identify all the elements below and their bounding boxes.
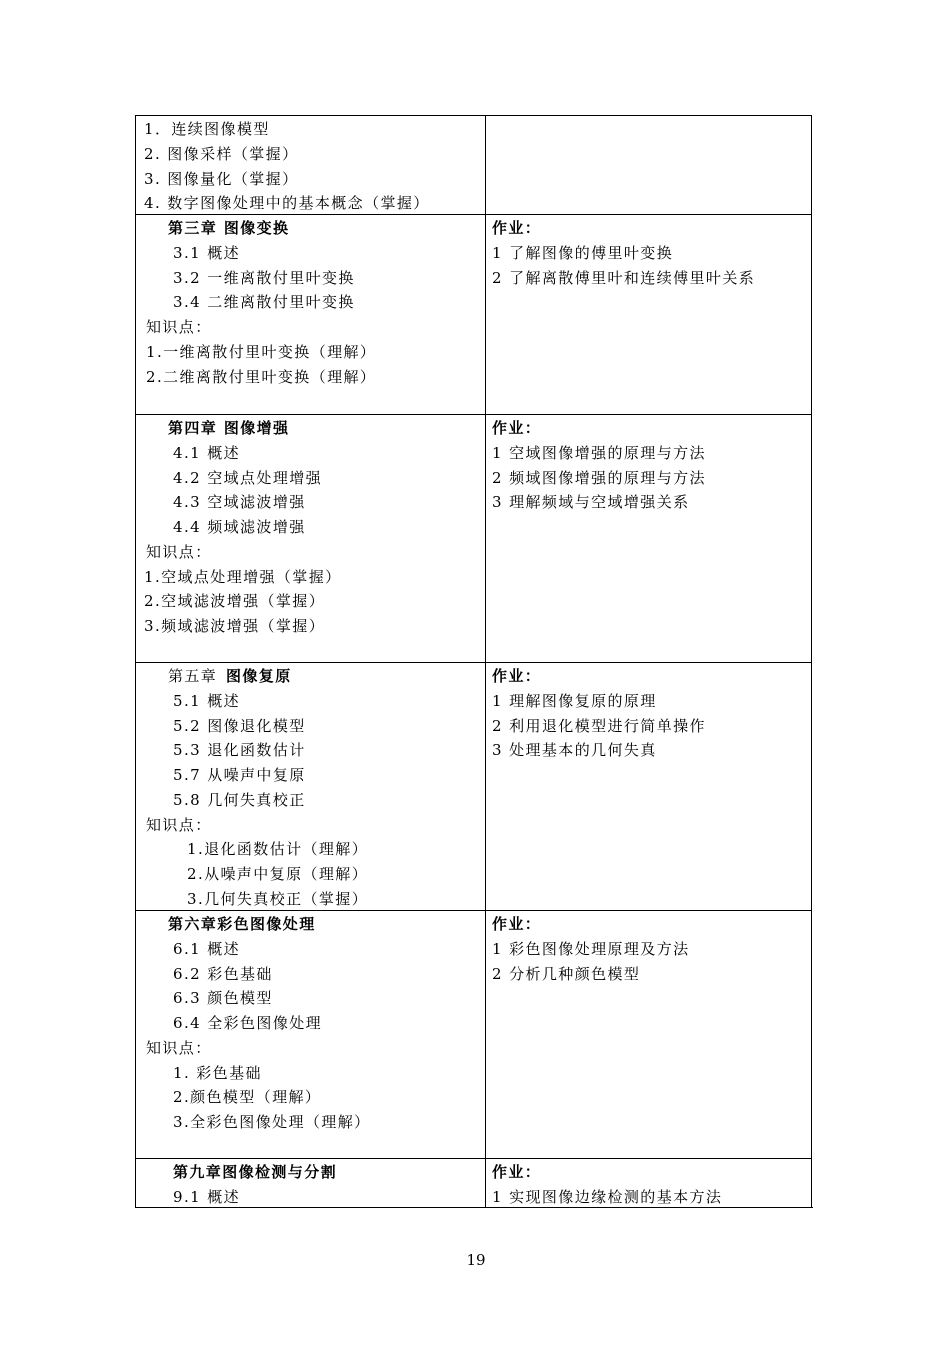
section-item: 5.7 从噪声中复原 xyxy=(173,766,306,784)
section-item: 4.3 空域滤波增强 xyxy=(173,493,306,511)
content-cell xyxy=(135,1159,486,1208)
chapter-number: 第五章 xyxy=(168,667,218,685)
section-item: 6.3 颜色模型 xyxy=(173,989,273,1007)
homework-cell xyxy=(484,415,812,663)
chapter-title: 第四章 图像增强 xyxy=(168,419,290,437)
section-item: 6.2 彩色基础 xyxy=(173,965,273,983)
homework-label: 作业： xyxy=(492,667,542,685)
chapter-title: 第三章 图像变换 xyxy=(168,219,290,237)
knowledge-item: 1.一维离散付里叶变换（理解） xyxy=(146,343,377,361)
table-row xyxy=(135,1158,812,1208)
homework-item: 1 彩色图像处理原理及方法 xyxy=(492,940,690,958)
knowledge-item: 3.频域滤波增强（掌握） xyxy=(144,617,326,635)
knowledge-item: 3.几何失真校正（掌握） xyxy=(187,890,369,908)
homework-item: 1 实现图像边缘检测的基本方法 xyxy=(492,1188,723,1206)
knowledge-label: 知识点： xyxy=(146,318,212,336)
section-item: 3.2 一维离散付里叶变换 xyxy=(173,269,355,287)
table-row xyxy=(135,214,812,415)
table-row xyxy=(135,662,812,911)
homework-item: 3 处理基本的几何失真 xyxy=(492,741,657,759)
homework-item: 2 分析几种颜色模型 xyxy=(492,965,641,983)
knowledge-item: 2.从噪声中复原（理解） xyxy=(187,865,369,883)
content-cell xyxy=(135,911,486,1159)
list-item: 1．连续图像模型 xyxy=(144,120,270,138)
homework-item: 1 了解图像的傅里叶变换 xyxy=(492,244,674,262)
table-row xyxy=(135,115,812,215)
list-item: 4. 数字图像处理中的基本概念（掌握） xyxy=(144,194,430,212)
section-item: 9.1 概述 xyxy=(173,1188,241,1206)
list-item: 2. 图像采样（掌握） xyxy=(144,145,299,163)
knowledge-item: 2.二维离散付里叶变换（理解） xyxy=(146,368,377,386)
homework-item: 2 频域图像增强的原理与方法 xyxy=(492,469,706,487)
homework-label: 作业： xyxy=(492,1163,542,1181)
section-item: 4.1 概述 xyxy=(173,444,241,462)
list-item: 3. 图像量化（掌握） xyxy=(144,170,299,188)
knowledge-item: 1.退化函数估计（理解） xyxy=(187,840,369,858)
knowledge-item: 2.颜色模型（理解） xyxy=(173,1088,322,1106)
table-row xyxy=(135,910,812,1159)
homework-label: 作业： xyxy=(492,915,542,933)
content-cell xyxy=(135,415,486,663)
content-cell xyxy=(135,663,486,911)
knowledge-item: 1. 彩色基础 xyxy=(173,1064,262,1082)
chapter-title: 第六章彩色图像处理 xyxy=(168,915,316,933)
homework-label: 作业： xyxy=(492,219,542,237)
section-item: 6.1 概述 xyxy=(173,940,241,958)
homework-item: 3 理解频域与空域增强关系 xyxy=(492,493,690,511)
chapter-title: 第九章图像检测与分割 xyxy=(173,1163,338,1181)
section-item: 5.2 图像退化模型 xyxy=(173,717,306,735)
homework-cell xyxy=(484,116,812,215)
homework-item: 1 空域图像增强的原理与方法 xyxy=(492,444,706,462)
section-item: 5.3 退化函数估计 xyxy=(173,741,306,759)
section-item: 6.4 全彩色图像处理 xyxy=(173,1014,323,1032)
table-row xyxy=(135,414,812,663)
homework-cell xyxy=(484,911,812,1159)
section-item: 3.1 概述 xyxy=(173,244,241,262)
chapter-title: 图像复原 xyxy=(226,667,292,685)
knowledge-item: 3.全彩色图像处理（理解） xyxy=(173,1113,371,1131)
content-cell xyxy=(135,116,486,215)
table-bottom-border xyxy=(135,1207,813,1208)
knowledge-item: 1.空域点处理增强（掌握） xyxy=(144,568,342,586)
homework-item: 1 理解图像复原的原理 xyxy=(492,692,657,710)
homework-cell xyxy=(484,663,812,911)
knowledge-label: 知识点： xyxy=(146,816,212,834)
knowledge-item: 2.空域滤波增强（掌握） xyxy=(144,592,326,610)
page-number: 19 xyxy=(466,1251,486,1269)
homework-item: 2 利用退化模型进行简单操作 xyxy=(492,717,706,735)
homework-label: 作业： xyxy=(492,419,542,437)
knowledge-label: 知识点： xyxy=(146,1039,212,1057)
homework-cell xyxy=(484,1159,812,1208)
section-item: 3.4 二维离散付里叶变换 xyxy=(173,293,355,311)
homework-item: 2 了解离散傅里叶和连续傅里叶关系 xyxy=(492,269,756,287)
content-cell xyxy=(135,215,486,415)
section-item: 4.2 空域点处理增强 xyxy=(173,469,323,487)
homework-cell xyxy=(484,215,812,415)
section-item: 5.1 概述 xyxy=(173,692,241,710)
knowledge-label: 知识点： xyxy=(146,543,212,561)
section-item: 5.8 几何失真校正 xyxy=(173,791,306,809)
section-item: 4.4 频域滤波增强 xyxy=(173,518,306,536)
